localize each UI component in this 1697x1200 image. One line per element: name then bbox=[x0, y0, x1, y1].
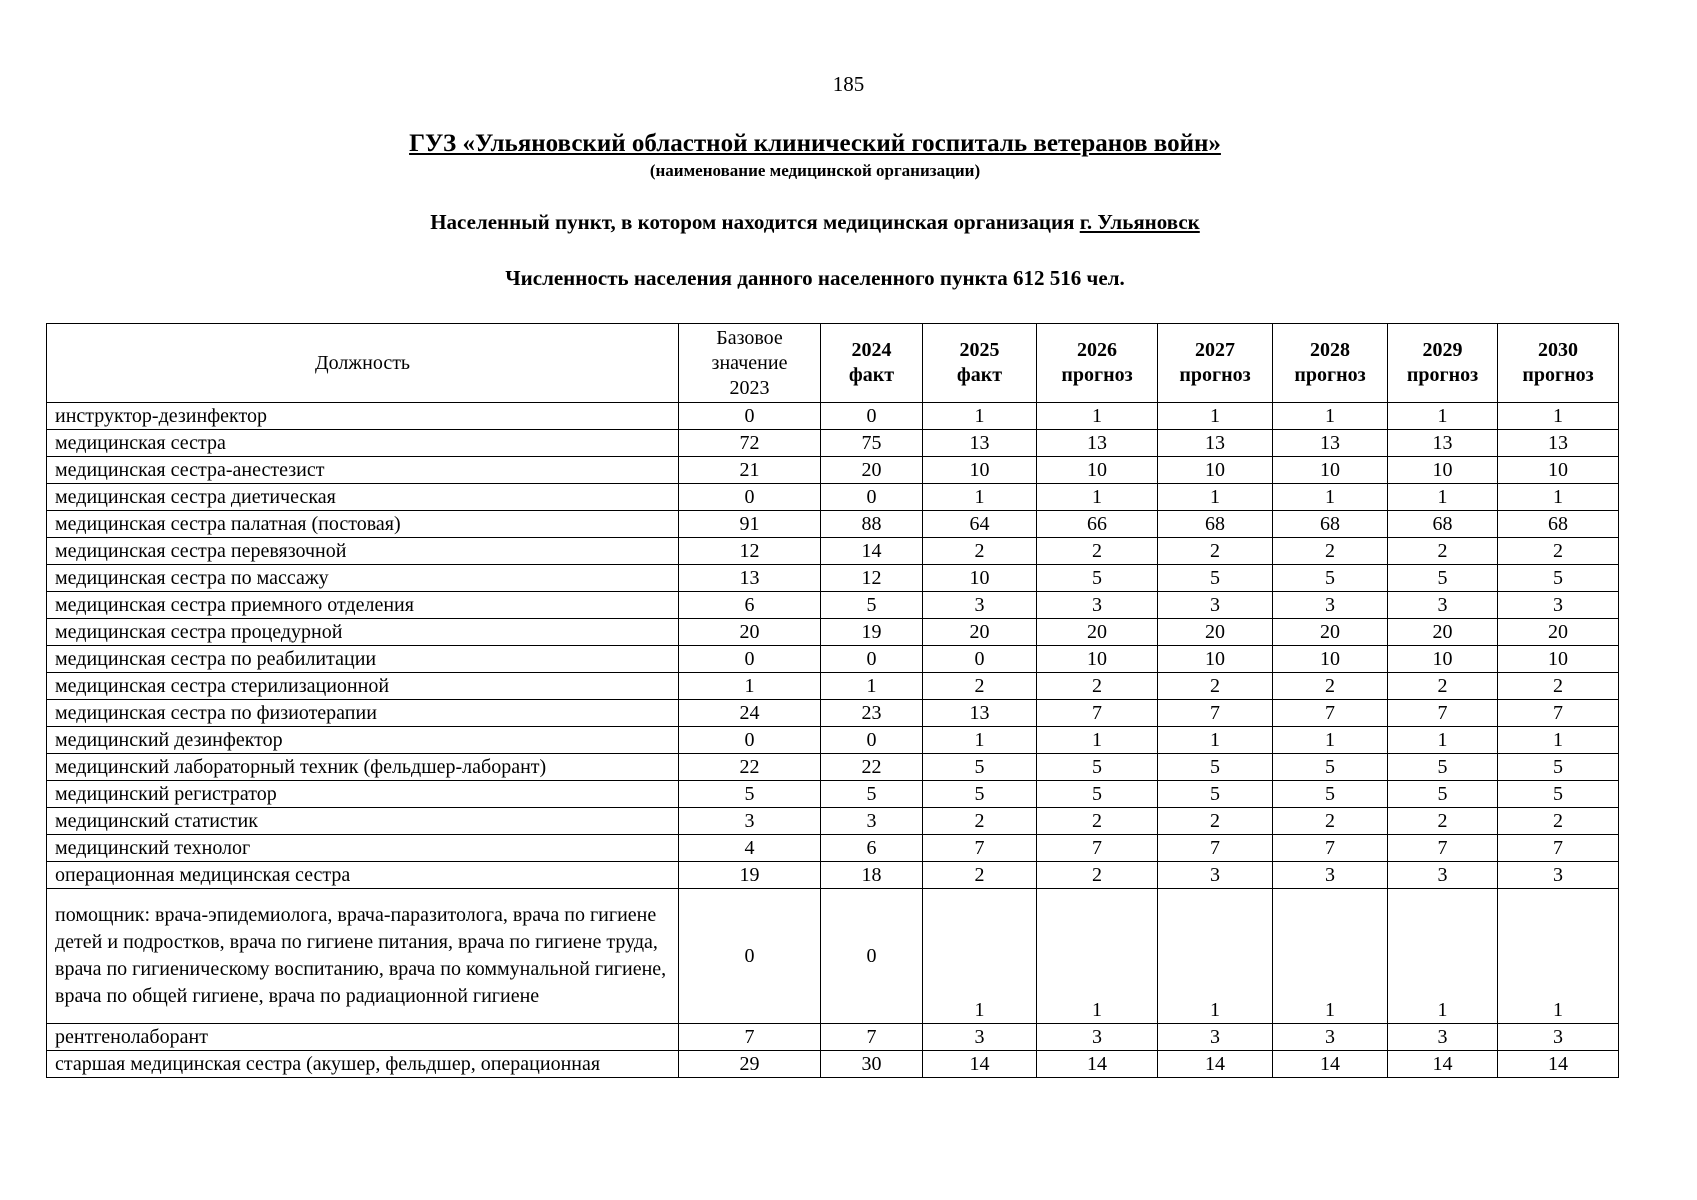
position-cell: медицинская сестра приемного отделения bbox=[47, 592, 679, 619]
value-cell: 1 bbox=[1388, 484, 1498, 511]
header-2029-year: 2029 bbox=[1422, 339, 1463, 361]
value-cell: 0 bbox=[679, 727, 821, 754]
value-cell: 3 bbox=[1158, 862, 1273, 889]
value-cell: 2 bbox=[1498, 808, 1619, 835]
value-cell: 3 bbox=[1158, 1024, 1273, 1051]
value-cell: 5 bbox=[1158, 781, 1273, 808]
value-cell: 1 bbox=[1273, 727, 1388, 754]
header-2026-type: прогноз bbox=[1061, 364, 1133, 386]
position-cell: медицинский технолог bbox=[47, 835, 679, 862]
value-cell: 23 bbox=[821, 700, 923, 727]
table-row bbox=[47, 565, 1619, 592]
organization-caption: (наименование медицинской организации) bbox=[649, 161, 981, 180]
value-cell: 1 bbox=[1037, 727, 1158, 754]
value-cell: 14 bbox=[1158, 1051, 1273, 1078]
value-cell: 7 bbox=[1037, 835, 1158, 862]
value-cell: 88 bbox=[821, 511, 923, 538]
value-cell: 13 bbox=[679, 565, 821, 592]
value-cell: 13 bbox=[1158, 430, 1273, 457]
value-cell: 20 bbox=[679, 619, 821, 646]
value-cell: 2 bbox=[1273, 808, 1388, 835]
value-cell: 0 bbox=[821, 646, 923, 673]
position-cell: медицинская сестра bbox=[47, 430, 679, 457]
value-cell: 75 bbox=[821, 430, 923, 457]
value-cell: 13 bbox=[923, 430, 1037, 457]
value-cell: 12 bbox=[679, 538, 821, 565]
value-cell: 2 bbox=[1037, 862, 1158, 889]
header-2024 bbox=[821, 324, 923, 403]
value-cell: 2 bbox=[1158, 538, 1273, 565]
value-cell: 18 bbox=[821, 862, 923, 889]
value-cell: 1 bbox=[1498, 484, 1619, 511]
value-cell: 10 bbox=[1037, 457, 1158, 484]
page-number: 185 bbox=[832, 72, 865, 96]
value-cell: 13 bbox=[1273, 430, 1388, 457]
value-cell: 5 bbox=[821, 781, 923, 808]
value-cell: 7 bbox=[1158, 700, 1273, 727]
table-row bbox=[47, 673, 1619, 700]
value-cell: 14 bbox=[923, 1051, 1037, 1078]
value-cell: 1 bbox=[1388, 403, 1498, 430]
value-cell: 2 bbox=[1498, 673, 1619, 700]
value-cell: 2 bbox=[923, 673, 1037, 700]
value-cell: 68 bbox=[1158, 511, 1273, 538]
value-cell: 5 bbox=[1498, 781, 1619, 808]
value-cell: 5 bbox=[679, 781, 821, 808]
position-cell: медицинский статистик bbox=[47, 808, 679, 835]
value-cell: 10 bbox=[1498, 646, 1619, 673]
value-cell: 68 bbox=[1498, 511, 1619, 538]
value-cell: 5 bbox=[1273, 754, 1388, 781]
value-cell: 1 bbox=[1388, 889, 1498, 1024]
value-cell: 5 bbox=[821, 592, 923, 619]
value-cell: 6 bbox=[679, 592, 821, 619]
value-cell: 14 bbox=[1273, 1051, 1388, 1078]
value-cell: 13 bbox=[1498, 430, 1619, 457]
table-row bbox=[47, 430, 1619, 457]
header-2030-year: 2030 bbox=[1538, 339, 1578, 361]
header-2027-type: прогноз bbox=[1179, 364, 1251, 386]
value-cell: 2 bbox=[1388, 673, 1498, 700]
value-cell: 1 bbox=[1037, 403, 1158, 430]
value-cell: 3 bbox=[1273, 1024, 1388, 1051]
value-cell: 68 bbox=[1388, 511, 1498, 538]
header-2030-type: прогноз bbox=[1522, 364, 1594, 386]
value-cell: 6 bbox=[821, 835, 923, 862]
value-cell: 2 bbox=[1498, 538, 1619, 565]
value-cell: 1 bbox=[923, 889, 1037, 1024]
value-cell: 5 bbox=[1037, 754, 1158, 781]
value-cell: 3 bbox=[1498, 592, 1619, 619]
value-cell: 20 bbox=[821, 457, 923, 484]
table-row bbox=[47, 538, 1619, 565]
value-cell: 0 bbox=[679, 403, 821, 430]
value-cell: 1 bbox=[1158, 484, 1273, 511]
value-cell: 7 bbox=[1388, 835, 1498, 862]
locality-city: г. Ульяновск bbox=[1079, 210, 1200, 234]
value-cell: 10 bbox=[1388, 646, 1498, 673]
header-2028 bbox=[1273, 324, 1388, 403]
value-cell: 13 bbox=[1037, 430, 1158, 457]
value-cell: 1 bbox=[1273, 403, 1388, 430]
table-row bbox=[47, 781, 1619, 808]
value-cell: 29 bbox=[679, 1051, 821, 1078]
value-cell: 13 bbox=[1388, 430, 1498, 457]
header-2025-year: 2025 bbox=[959, 339, 1000, 361]
value-cell: 10 bbox=[1158, 457, 1273, 484]
header-base-value bbox=[679, 324, 821, 403]
value-cell: 10 bbox=[923, 565, 1037, 592]
header-2029 bbox=[1388, 324, 1498, 403]
position-cell: медицинская сестра по реабилитации bbox=[47, 646, 679, 673]
value-cell: 5 bbox=[1388, 781, 1498, 808]
value-cell: 3 bbox=[1273, 862, 1388, 889]
value-cell: 2 bbox=[1158, 673, 1273, 700]
value-cell: 10 bbox=[1037, 646, 1158, 673]
header-2027-year: 2027 bbox=[1195, 339, 1235, 361]
locality-label: Населенный пункт, в котором находится медицинская организация bbox=[430, 210, 1075, 234]
value-cell: 1 bbox=[679, 673, 821, 700]
table-row bbox=[47, 511, 1619, 538]
value-cell: 14 bbox=[1498, 1051, 1619, 1078]
header-2028-year: 2028 bbox=[1310, 339, 1350, 361]
value-cell: 22 bbox=[679, 754, 821, 781]
table-row bbox=[47, 889, 1619, 1024]
table-row bbox=[47, 727, 1619, 754]
value-cell: 3 bbox=[1498, 1024, 1619, 1051]
position-cell: медицинская сестра диетическая bbox=[47, 484, 679, 511]
staffing-table bbox=[46, 323, 1619, 1078]
header-base-line1: Базовое bbox=[716, 326, 783, 349]
header-2024-year: 2024 bbox=[851, 339, 892, 361]
value-cell: 1 bbox=[1498, 889, 1619, 1024]
position-cell: рентгенолаборант bbox=[47, 1024, 679, 1051]
value-cell: 7 bbox=[1158, 835, 1273, 862]
value-cell: 0 bbox=[821, 484, 923, 511]
table-row bbox=[47, 808, 1619, 835]
value-cell: 13 bbox=[923, 700, 1037, 727]
value-cell: 5 bbox=[1498, 754, 1619, 781]
value-cell: 0 bbox=[821, 889, 923, 1024]
organization-title bbox=[0, 130, 1630, 158]
position-cell: операционная медицинская сестра bbox=[47, 862, 679, 889]
table-row bbox=[47, 862, 1619, 889]
value-cell: 2 bbox=[1388, 538, 1498, 565]
value-cell: 7 bbox=[1498, 835, 1619, 862]
header-2028-type: прогноз bbox=[1294, 364, 1366, 386]
value-cell: 64 bbox=[923, 511, 1037, 538]
header-position: Должность bbox=[47, 324, 679, 403]
value-cell: 20 bbox=[1388, 619, 1498, 646]
value-cell: 5 bbox=[1037, 781, 1158, 808]
value-cell: 4 bbox=[679, 835, 821, 862]
table-row bbox=[47, 592, 1619, 619]
header-base-line3: 2023 bbox=[729, 376, 770, 399]
value-cell: 1 bbox=[1158, 889, 1273, 1024]
value-cell: 5 bbox=[1388, 754, 1498, 781]
value-cell: 1 bbox=[1498, 403, 1619, 430]
value-cell: 7 bbox=[679, 1024, 821, 1051]
value-cell: 2 bbox=[1273, 538, 1388, 565]
value-cell: 5 bbox=[1158, 565, 1273, 592]
value-cell: 10 bbox=[1388, 457, 1498, 484]
position-cell: медицинская сестра стерилизационной bbox=[47, 673, 679, 700]
value-cell: 7 bbox=[1498, 700, 1619, 727]
value-cell: 7 bbox=[923, 835, 1037, 862]
header-2024-type: факт bbox=[848, 364, 895, 386]
value-cell: 2 bbox=[923, 862, 1037, 889]
value-cell: 2 bbox=[1158, 808, 1273, 835]
value-cell: 3 bbox=[1388, 1024, 1498, 1051]
value-cell: 2 bbox=[923, 808, 1037, 835]
position-cell: медицинская сестра по физиотерапии bbox=[47, 700, 679, 727]
value-cell: 10 bbox=[1273, 646, 1388, 673]
value-cell: 3 bbox=[1037, 1024, 1158, 1051]
value-cell: 19 bbox=[679, 862, 821, 889]
value-cell: 7 bbox=[1388, 700, 1498, 727]
value-cell: 3 bbox=[821, 808, 923, 835]
position-cell: медицинская сестра по массажу bbox=[47, 565, 679, 592]
table-body bbox=[47, 403, 1619, 1078]
value-cell: 14 bbox=[821, 538, 923, 565]
value-cell: 10 bbox=[1273, 457, 1388, 484]
value-cell: 5 bbox=[1498, 565, 1619, 592]
value-cell: 1 bbox=[1158, 403, 1273, 430]
value-cell: 2 bbox=[1273, 673, 1388, 700]
value-cell: 3 bbox=[923, 592, 1037, 619]
value-cell: 0 bbox=[679, 889, 821, 1024]
value-cell: 7 bbox=[1273, 700, 1388, 727]
value-cell: 3 bbox=[1388, 592, 1498, 619]
value-cell: 7 bbox=[1037, 700, 1158, 727]
table-row bbox=[47, 457, 1619, 484]
header-2027 bbox=[1158, 324, 1273, 403]
header-2025 bbox=[923, 324, 1037, 403]
value-cell: 91 bbox=[679, 511, 821, 538]
header-2029-type: прогноз bbox=[1406, 364, 1479, 386]
table-row bbox=[47, 700, 1619, 727]
value-cell: 72 bbox=[679, 430, 821, 457]
table-row bbox=[47, 484, 1619, 511]
value-cell: 0 bbox=[923, 646, 1037, 673]
value-cell: 5 bbox=[1273, 781, 1388, 808]
value-cell: 1 bbox=[923, 403, 1037, 430]
value-cell: 14 bbox=[1388, 1051, 1498, 1078]
position-cell: инструктор-дезинфектор bbox=[47, 403, 679, 430]
value-cell: 68 bbox=[1273, 511, 1388, 538]
value-cell: 14 bbox=[1037, 1051, 1158, 1078]
header-2030 bbox=[1498, 324, 1619, 403]
position-cell: медицинская сестра-анестезист bbox=[47, 457, 679, 484]
value-cell: 3 bbox=[1158, 592, 1273, 619]
value-cell: 66 bbox=[1037, 511, 1158, 538]
value-cell: 19 bbox=[821, 619, 923, 646]
table-row bbox=[47, 619, 1619, 646]
value-cell: 2 bbox=[1388, 808, 1498, 835]
organization-name: ГУЗ «Ульяновский областной клинический госпиталь ветеранов войн» bbox=[409, 130, 1221, 157]
value-cell: 20 bbox=[1037, 619, 1158, 646]
table-row bbox=[47, 1024, 1619, 1051]
value-cell: 24 bbox=[679, 700, 821, 727]
value-cell: 5 bbox=[1037, 565, 1158, 592]
value-cell: 0 bbox=[679, 484, 821, 511]
value-cell: 5 bbox=[1273, 565, 1388, 592]
value-cell: 30 bbox=[821, 1051, 923, 1078]
value-cell: 2 bbox=[1037, 538, 1158, 565]
position-cell: помощник: врача-эпидемиолога, врача-паразитолога, врача по гигиене детей и подростков, врача по гигиене питания, врача по гигиене труда, врача по гигиеническому воспитанию, врача по коммунальной гигиене, врача по общей гигиене, врача по радиационной гигиене bbox=[47, 889, 679, 1024]
table-row bbox=[47, 754, 1619, 781]
value-cell: 5 bbox=[923, 781, 1037, 808]
position-cell: медицинский лабораторный техник (фельдшер-лаборант) bbox=[47, 754, 679, 781]
header-2026-year: 2026 bbox=[1077, 339, 1117, 361]
value-cell: 12 bbox=[821, 565, 923, 592]
value-cell: 1 bbox=[1273, 889, 1388, 1024]
table-row bbox=[47, 835, 1619, 862]
value-cell: 1 bbox=[1388, 727, 1498, 754]
value-cell: 2 bbox=[923, 538, 1037, 565]
value-cell: 1 bbox=[923, 484, 1037, 511]
value-cell: 20 bbox=[1498, 619, 1619, 646]
value-cell: 7 bbox=[821, 1024, 923, 1051]
value-cell: 10 bbox=[1158, 646, 1273, 673]
position-cell: медицинский дезинфектор bbox=[47, 727, 679, 754]
position-cell: медицинская сестра палатная (постовая) bbox=[47, 511, 679, 538]
position-cell: медицинская сестра процедурной bbox=[47, 619, 679, 646]
value-cell: 5 bbox=[1388, 565, 1498, 592]
locality-line bbox=[0, 210, 1630, 235]
value-cell: 0 bbox=[679, 646, 821, 673]
value-cell: 3 bbox=[1273, 592, 1388, 619]
value-cell: 2 bbox=[1037, 808, 1158, 835]
population-line: Численность населения данного населенного пункта 612 516 чел. bbox=[505, 266, 1125, 290]
value-cell: 10 bbox=[923, 457, 1037, 484]
value-cell: 20 bbox=[923, 619, 1037, 646]
value-cell: 0 bbox=[821, 727, 923, 754]
table-row bbox=[47, 1051, 1619, 1078]
value-cell: 3 bbox=[923, 1024, 1037, 1051]
value-cell: 20 bbox=[1158, 619, 1273, 646]
value-cell: 5 bbox=[1158, 754, 1273, 781]
value-cell: 0 bbox=[821, 403, 923, 430]
value-cell: 10 bbox=[1498, 457, 1619, 484]
table-row bbox=[47, 403, 1619, 430]
position-cell: медицинский регистратор bbox=[47, 781, 679, 808]
value-cell: 22 bbox=[821, 754, 923, 781]
value-cell: 3 bbox=[679, 808, 821, 835]
table-header-row bbox=[47, 324, 1619, 403]
value-cell: 21 bbox=[679, 457, 821, 484]
value-cell: 3 bbox=[1037, 592, 1158, 619]
value-cell: 5 bbox=[923, 754, 1037, 781]
value-cell: 7 bbox=[1273, 835, 1388, 862]
value-cell: 1 bbox=[821, 673, 923, 700]
value-cell: 1 bbox=[1498, 727, 1619, 754]
value-cell: 2 bbox=[1037, 673, 1158, 700]
header-2026 bbox=[1037, 324, 1158, 403]
value-cell: 3 bbox=[1388, 862, 1498, 889]
value-cell: 1 bbox=[1037, 889, 1158, 1024]
header-2025-type: факт bbox=[956, 364, 1003, 386]
table-row bbox=[47, 646, 1619, 673]
value-cell: 1 bbox=[1158, 727, 1273, 754]
value-cell: 1 bbox=[1273, 484, 1388, 511]
value-cell: 20 bbox=[1273, 619, 1388, 646]
position-cell: медицинская сестра перевязочной bbox=[47, 538, 679, 565]
header-base-line2: значение bbox=[711, 351, 788, 374]
value-cell: 3 bbox=[1498, 862, 1619, 889]
value-cell: 1 bbox=[1037, 484, 1158, 511]
value-cell: 1 bbox=[923, 727, 1037, 754]
position-cell: старшая медицинская сестра (акушер, фельдшер, операционная bbox=[47, 1051, 679, 1078]
